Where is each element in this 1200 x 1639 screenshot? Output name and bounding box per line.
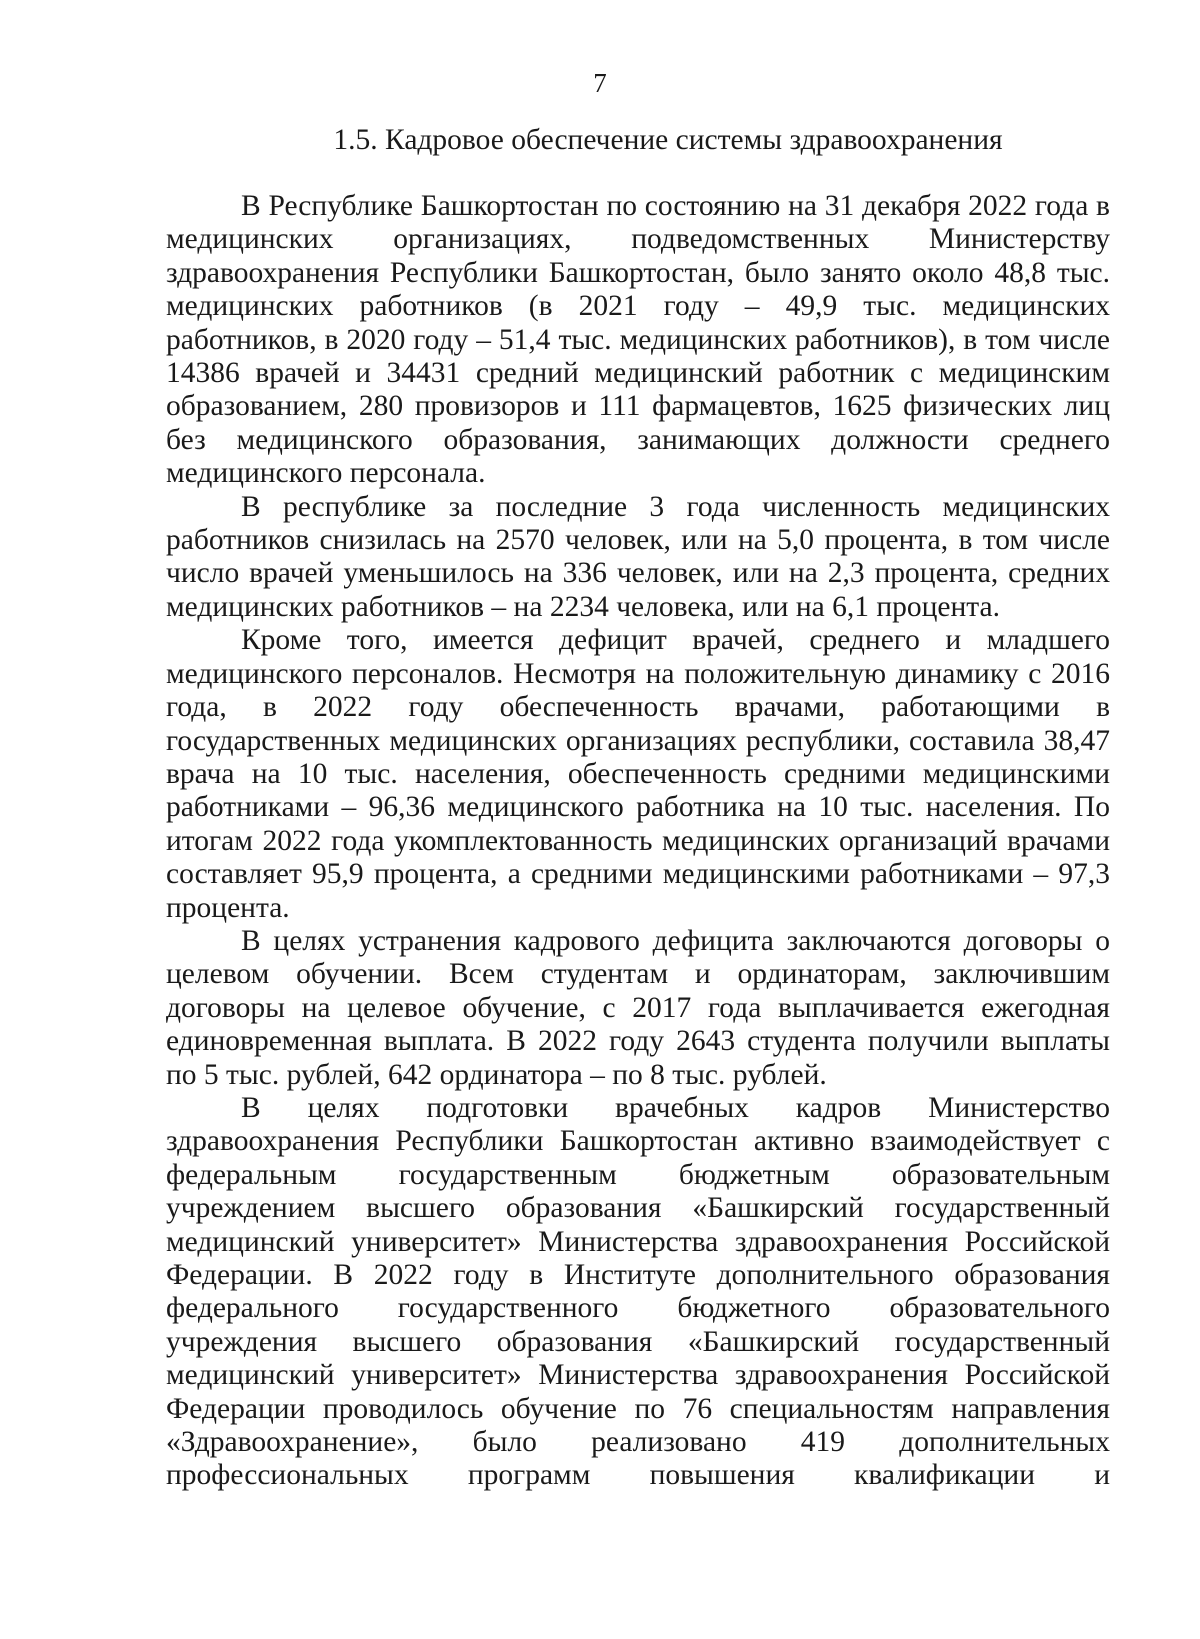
paragraph-staff-deficit: Кроме того, имеется дефицит врачей, среднего и младшего медицинского персоналов. Несмотря на положительную динамику с 2016 года, в 2022 году обеспеченность врачами, работающими в государственных медицинских организациях республики, составила 38,47 врача на 10 тыс. населения, обеспеченность средними медицинскими работниками – 96,36 медицинского работника на 10 тыс. населения. По итогам 2022 года укомплектованность медицинских организаций врачами составляет 95,9 процента, а средними медицинскими работниками – 97,3 процента. xyxy=(166,624,1110,924)
page-number: 7 xyxy=(593,68,607,98)
paragraph-staffing-numbers: В Республике Башкортостан по состоянию на 31 декабря 2022 года в медицинских организациях, подведомственных Министерству здравоохранения Республики Башкортостан, было занято около 48,8 тыс. медицинских работников (в 2021 году – 49,9 тыс. медицинских работников, в 2020 году – 51,4 тыс. медицинских работников), в том числе 14386 врачей и 34431 средний медицинский работник с медицинским образованием, 280 провизоров и 111 фармацевтов, 1625 физических лиц без медицинского образования, занимающих должности среднего медицинского персонала. xyxy=(166,190,1110,490)
document-body xyxy=(166,190,1110,1493)
paragraph-university-cooperation: В целях подготовки врачебных кадров Министерство здравоохранения Республики Башкортостан активно взаимодействует с федеральным государственным бюджетным образовательным учреждением высшего образования «Башкирский государственный медицинский университет» Министерства здравоохранения Российской Федерации. В 2022 году в Институте дополнительного образования федерального государственного бюджетного образовательного учреждения высшего образования «Башкирский государственный медицинский университет» Министерства здравоохранения Российской Федерации проводилось обучение по 76 специальностям направления «Здравоохранение», было реализовано 419 дополнительных профессиональных программ повышения квалификации и xyxy=(166,1091,1110,1492)
paragraph-staff-decline: В республике за последние 3 года численность медицинских работников снизилась на 2570 человек, или на 5,0 процента, в том числе число врачей уменьшилось на 336 человек, или на 2,3 процента, средних медицинских работников – на 2234 человека, или на 6,1 процента. xyxy=(166,490,1110,623)
paragraph-targeted-training: В целях устранения кадрового дефицита заключаются договоры о целевом обучении. Всем студентам и ординаторам, заключившим договоры на целевое обучение, с 2017 года выплачивается ежегодная единовременная выплата. В 2022 году 2643 студента получили выплаты по 5 тыс. рублей, 642 ординатора – по 8 тыс. рублей. xyxy=(166,924,1110,1091)
section-heading: 1.5. Кадровое обеспечение системы здравоохранения xyxy=(333,124,1003,156)
